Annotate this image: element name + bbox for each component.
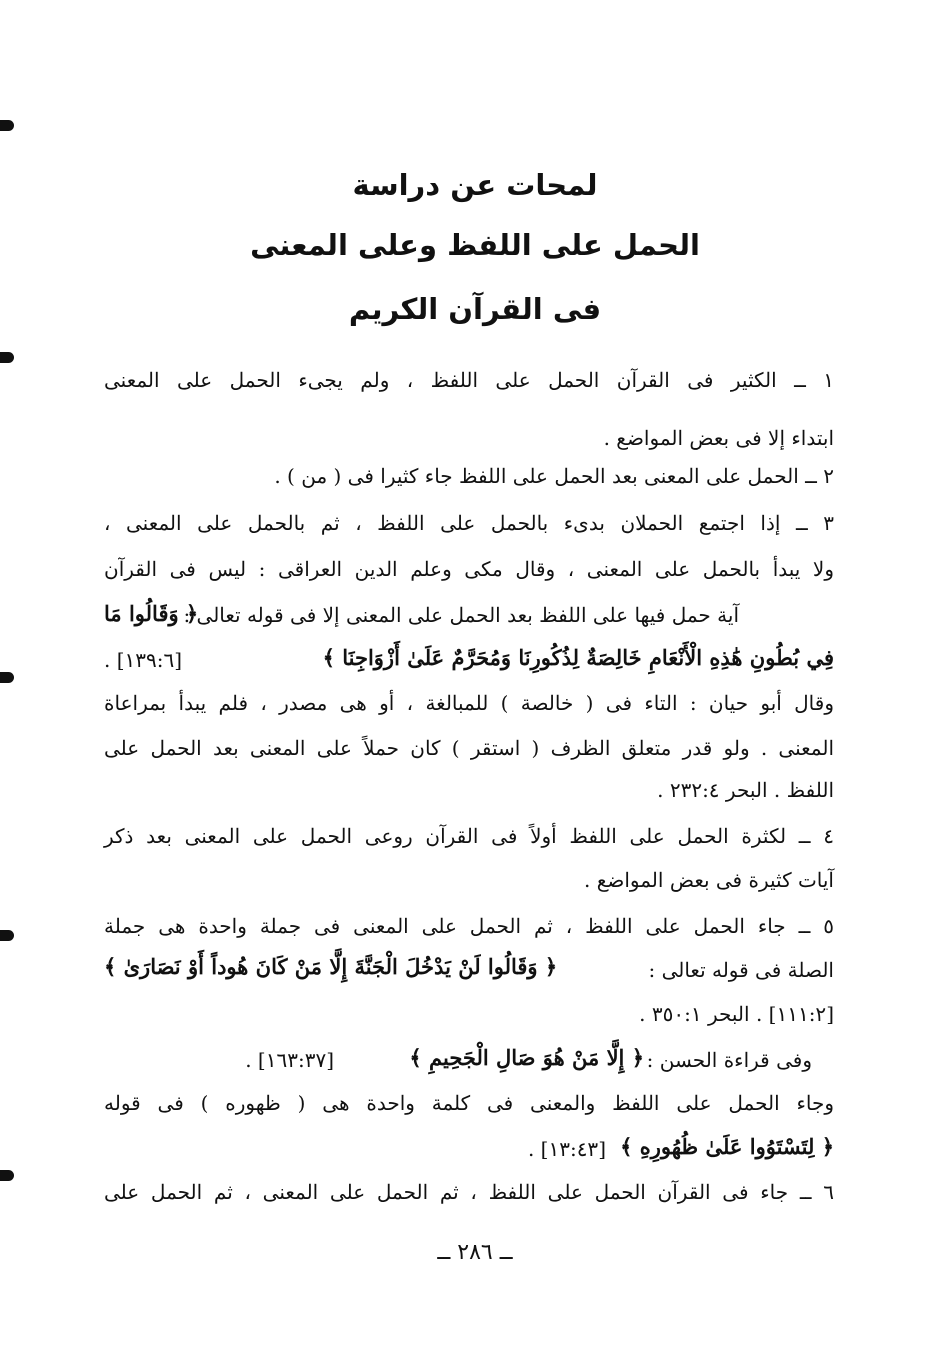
text-line: ١ ــ الكثير فى القرآن الحمل على اللفظ ، ولم يجىء الحمل على المعنى [104,368,834,392]
text-line: ٥ ــ جاء الحمل على اللفظ ، ثم الحمل على المعنى فى جملة واحدة هى جملة [104,914,834,938]
verse-reference: [١٦٣:٣٧] . [245,1048,334,1072]
scan-edge-mark [0,672,14,683]
verse-reference: [١٣:٤٣] . [527,1137,606,1161]
text-line: الصلة فى قوله تعالى : [648,958,834,982]
scan-edge-mark [0,930,14,941]
quran-verse: فِي بُطُونِ هَٰذِهِ الْأَنْعَامِ خَالِصَةٌ لِذُكُورِنَا وَمُحَرَّمٌ عَلَىٰ أَزْوَاجِنَا ﴾ [322,645,834,670]
text-line: ٦ ــ جاء فى القرآن الحمل على اللفظ ، ثم الحمل على المعنى ، ثم الحمل على [104,1180,834,1204]
text-line: ابتداء إلا فى بعض المواضع . [603,426,834,450]
quran-verse: ﴿ وَقَالُوا مَا [104,601,199,626]
text-line: ولا يبدأ بالحمل على المعنى ، وقال مكى وعلم الدين العراقى : ليس فى القرآن [104,557,834,581]
scan-edge-mark [0,120,14,131]
quran-verse: ﴿ إِلَّا مَنْ هُوَ صَالِ الْجَحِيمِ ﴾ [409,1045,644,1070]
title-line-2: الحمل على اللفظ وعلى المعنى [250,228,700,262]
page-number: ــ ٢٨٦ ــ [437,1240,513,1265]
quran-verse: ﴿ وَقَالُوا لَنْ يَدْخُلَ الْجَنَّةَ إِلَّا مَنْ كَانَ هُوداً أَوْ نَصَارَىٰ ﴾ [104,954,558,979]
text-line: آيات كثيرة فى بعض المواضع . [584,868,834,892]
verse-reference: [١٣٩:٦] . [104,648,183,672]
verse-reference: [١١١:٢] . البحر ٣٥٠:١ . [639,1002,834,1026]
text-line: وفى قراءة الحسن : [646,1048,812,1072]
scan-edge-mark [0,1170,14,1181]
text-line: ٢ ــ الحمل على المعنى بعد الحمل على اللفظ جاء كثيرا فى ( من ) . [274,464,834,488]
text-line: اللفظ . البحر ٢٣٢:٤ . [657,778,834,802]
quran-verse: ﴿ لِتَسْتَوُوا عَلَىٰ ظُهُورِهِ ﴾ [620,1134,834,1159]
text-line: وقال أبو حيان : التاء فى ( خالصة ) للمبالغة ، أو هى مصدر ، فلم يبدأ بمراعاة [104,691,834,715]
text-line: ٣ ــ إذا اجتمع الحملان بدىء بالحمل على اللفظ ، ثم بالحمل على المعنى ، [104,511,834,535]
title-line-1: لمحات عن دراسة [352,168,598,202]
title-line-3: فى القرآن الكريم [348,292,602,326]
text-line: ٤ ــ لكثرة الحمل على اللفظ أولاً فى القرآن روعى الحمل على المعنى بعد ذكر [104,824,834,848]
scan-edge-mark [0,352,14,363]
text-line: المعنى . ولو قدر متعلق الظرف ( استقر ) كان حملاً على المعنى بعد الحمل على [104,736,834,760]
text-line: آية حمل فيها على اللفظ بعد الحمل على المعنى إلا فى قوله تعالى : [183,603,739,627]
text-line: وجاء الحمل على اللفظ والمعنى فى كلمة واحدة هى ( ظهوره ) فى قوله [104,1091,834,1115]
